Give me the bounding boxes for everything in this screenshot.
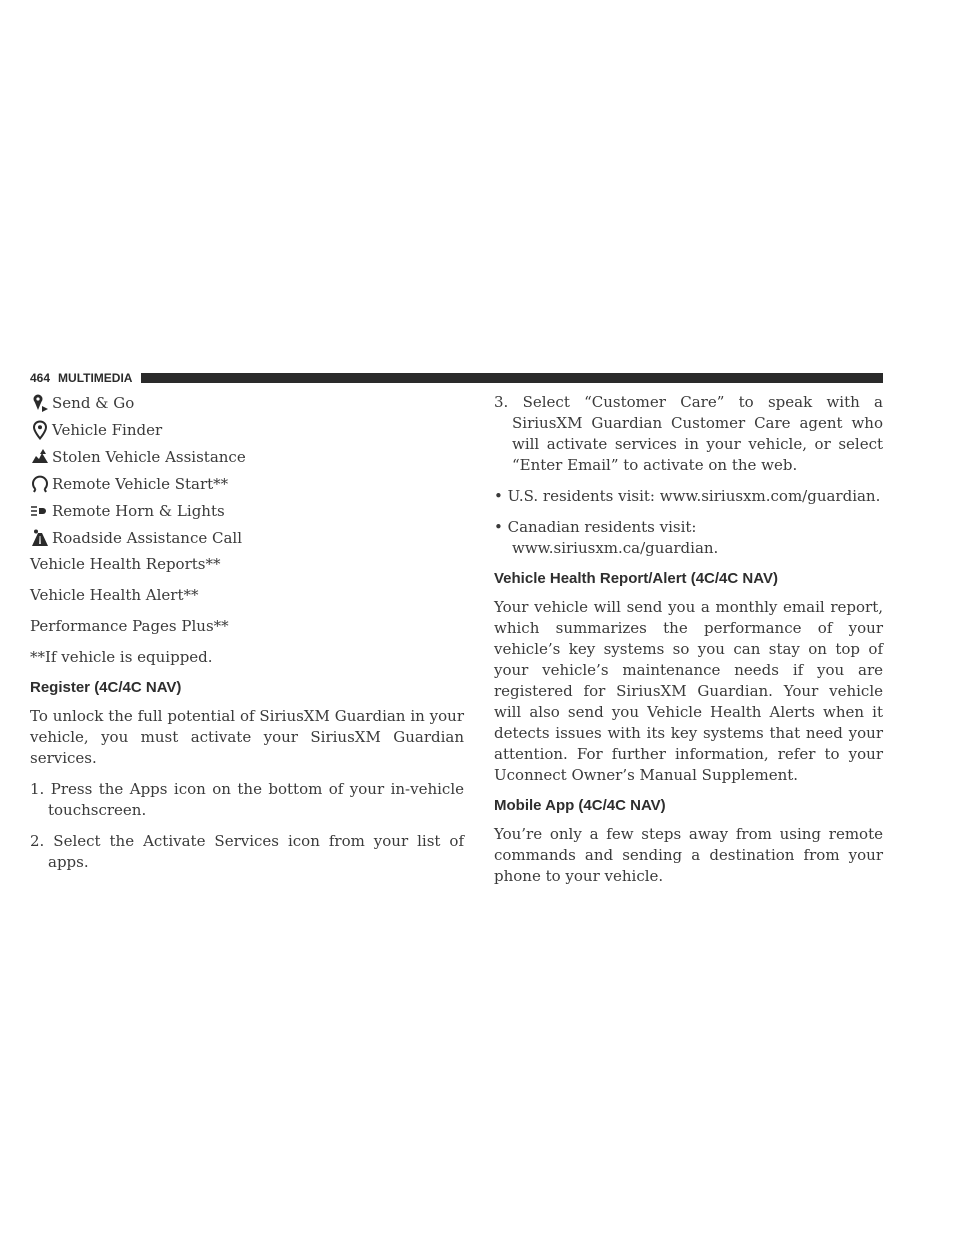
page-number: 464 — [30, 371, 51, 385]
health-heading: Vehicle Health Report/Alert (4C/4C NAV) — [494, 570, 778, 587]
section-title: MULTIMEDIA — [58, 371, 133, 385]
right-column — [494, 392, 883, 897]
horn-lights-icon — [30, 500, 52, 522]
plain-item: Vehicle Health Reports** — [30, 555, 221, 573]
bullet-text: Canadian residents visit: www.siriusxm.ca/guardian. — [507, 518, 719, 557]
health-body: Your vehicle will send you a monthly email report, which summarizes the performance of your vehicle’s key systems so you can stay on top of your vehicle’s maintenance needs if you are registered for SiriusXM Guardian. Your vehicle will also send you Vehicle Health Alerts when it detects issues with its key systems that need your attention. For further information, refer to your Uconnect Owner’s Manual Supplement. — [494, 598, 883, 784]
feature-item — [30, 527, 464, 549]
feature-label: Remote Vehicle Start** — [52, 474, 229, 493]
register-step: 2. Select the Activate Services icon from your list of apps. — [30, 832, 464, 871]
roadside-icon — [30, 527, 52, 549]
send-go-icon — [30, 392, 52, 414]
mobile-heading: Mobile App (4C/4C NAV) — [494, 797, 666, 814]
page-header — [30, 371, 883, 385]
left-column — [30, 392, 464, 883]
register-step: 1. Press the Apps icon on the bottom of your in-vehicle touchscreen. — [30, 780, 464, 819]
stolen-vehicle-icon — [30, 446, 52, 468]
register-step: 3. Select “Customer Care” to speak with a SiriusXM Guardian Customer Care agent who will activate services in your vehicle, or select “Enter Email” to activate on the web. — [494, 393, 883, 474]
feature-item — [30, 473, 464, 495]
plain-item: Performance Pages Plus** — [30, 617, 229, 635]
feature-item — [30, 392, 464, 414]
feature-label: Roadside Assistance Call — [52, 528, 243, 547]
location-pin-icon — [30, 419, 52, 441]
mobile-body: You’re only a few steps away from using remote commands and sending a destination from your phone to your vehicle. — [494, 825, 883, 885]
feature-item — [30, 419, 464, 441]
bullet-item: • U.S. residents visit: www.siriusxm.com/guardian. — [494, 487, 881, 505]
feature-label: Stolen Vehicle Assistance — [52, 447, 246, 466]
feature-item — [30, 500, 464, 522]
feature-item — [30, 446, 464, 468]
feature-label: Remote Horn & Lights — [52, 501, 225, 520]
plain-item: Vehicle Health Alert** — [30, 586, 199, 604]
feature-label: Vehicle Finder — [52, 420, 163, 439]
bullet-item: • Canadian residents visit: www.siriusxm.ca/guardian. — [494, 518, 719, 557]
footnote: **If vehicle is equipped. — [30, 648, 213, 666]
remote-start-icon — [30, 473, 52, 495]
feature-label: Send & Go — [52, 393, 135, 412]
register-heading: Register (4C/4C NAV) — [30, 679, 182, 696]
header-rule — [141, 373, 883, 383]
bullet-text: U.S. residents visit: www.siriusxm.com/guardian. — [507, 487, 881, 505]
register-intro: To unlock the full potential of SiriusXM Guardian in your vehicle, you must activate your SiriusXM Guardian services. — [30, 707, 464, 767]
